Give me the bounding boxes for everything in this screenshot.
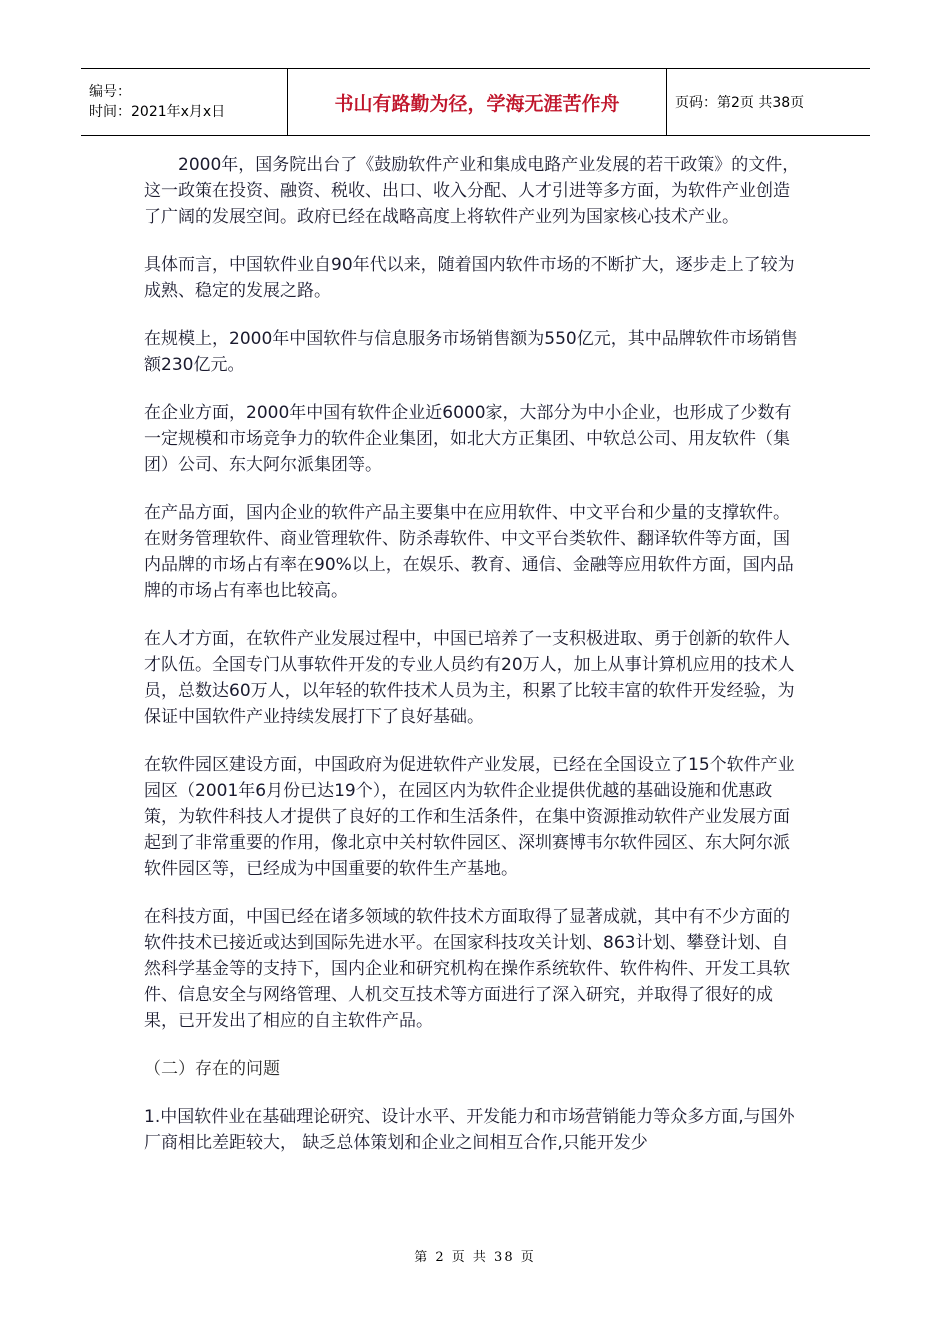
header-meta-cell <box>81 69 288 136</box>
paragraph-talent: 在人才方面，在软件产业发展过程中，中国已培养了一支积极进取、勇于创新的软件人才队伍。全国专门从事软件开发的专业人员约有20万人，加上从事计算机应用的技术人员，总数达60万人，以年轻的软件技术人员为主，积累了比较丰富的软件开发经验，为保证中国软件产业持续发展打下了良好基础。 <box>144 629 795 727</box>
page-footer: 第 2 页 共 38 页 <box>414 1250 536 1265</box>
document-time-label: 时间：2021年x月x日 <box>89 104 226 120</box>
paragraph-problem-1: 1.中国软件业在基础理论研究、设计水平、开发能力和市场营销能力等众多方面,与国外厂商相比差距较大， 缺乏总体策划和企业之间相互合作,只能开发少 <box>144 1107 795 1153</box>
paragraph-technology: 在科技方面，中国已经在诸多领域的软件技术方面取得了显著成就，其中有不少方面的软件技术已接近或达到国际先进水平。在国家科技攻关计划、863计划、攀登计划、自然科学基金等的支持下，国内企业和研究机构在操作系统软件、软件构件、开发工具软件、信息安全与网络管理、人机交互技术等方面进行了深入研究，并取得了很好的成果，已开发出了相应的自主软件产品。 <box>144 907 790 1031</box>
document-body <box>144 152 804 1156</box>
paragraph-scale: 在规模上，2000年中国软件与信息服务市场销售额为550亿元，其中品牌软件市场销售额230亿元。 <box>144 329 798 375</box>
header-motto: 书山有路勤为径，学海无涯苦作舟 <box>288 69 667 136</box>
paragraph-enterprises: 在企业方面，2000年中国有软件企业近6000家，大部分为中小企业，也形成了少数有一定规模和市场竞争力的软件企业集团，如北大方正集团、中软总公司、用友软件（集团）公司、东大阿尔派集团等。 <box>144 403 792 475</box>
paragraph-products: 在产品方面，国内企业的软件产品主要集中在应用软件、中文平台和少量的支撑软件。在财务管理软件、商业管理软件、防杀毒软件、中文平台类软件、翻译软件等方面，国内品牌的市场占有率在90%以上，在娱乐、教育、通信、金融等应用软件方面，国内品牌的市场占有率也比较高。 <box>144 503 794 601</box>
paragraph-overview: 具体而言，中国软件业自90年代以来，随着国内软件市场的不断扩大，逐步走上了较为成熟、稳定的发展之路。 <box>144 255 795 301</box>
page-header <box>81 68 870 136</box>
paragraph-policy: 2000年，国务院出台了《鼓励软件产业和集成电路产业发展的若干政策》的文件，这一政策在投资、融资、税收、出口、收入分配、人才引进等多方面，为软件产业创造了广阔的发展空间。政府已经在战略高度上将软件产业列为国家核心技术产业。 <box>144 155 800 227</box>
section-heading: （二）存在的问题 <box>144 1059 280 1079</box>
paragraph-parks: 在软件园区建设方面，中国政府为促进软件产业发展，已经在全国设立了15个软件产业园区（2001年6月份已达19个），在园区内为软件企业提供优越的基础设施和优惠政策，为软件科技人才提供了良好的工作和生活条件，在集中资源推动软件产业发展方面起到了非常重要的作用，像北京中关村软件园区、深圳赛博韦尔软件园区、东大阿尔派软件园区等，已经成为中国重要的软件生产基地。 <box>144 755 795 879</box>
header-page-info: 页码：第2页 共38页 <box>667 69 871 136</box>
document-number-label: 编号： <box>89 84 131 100</box>
